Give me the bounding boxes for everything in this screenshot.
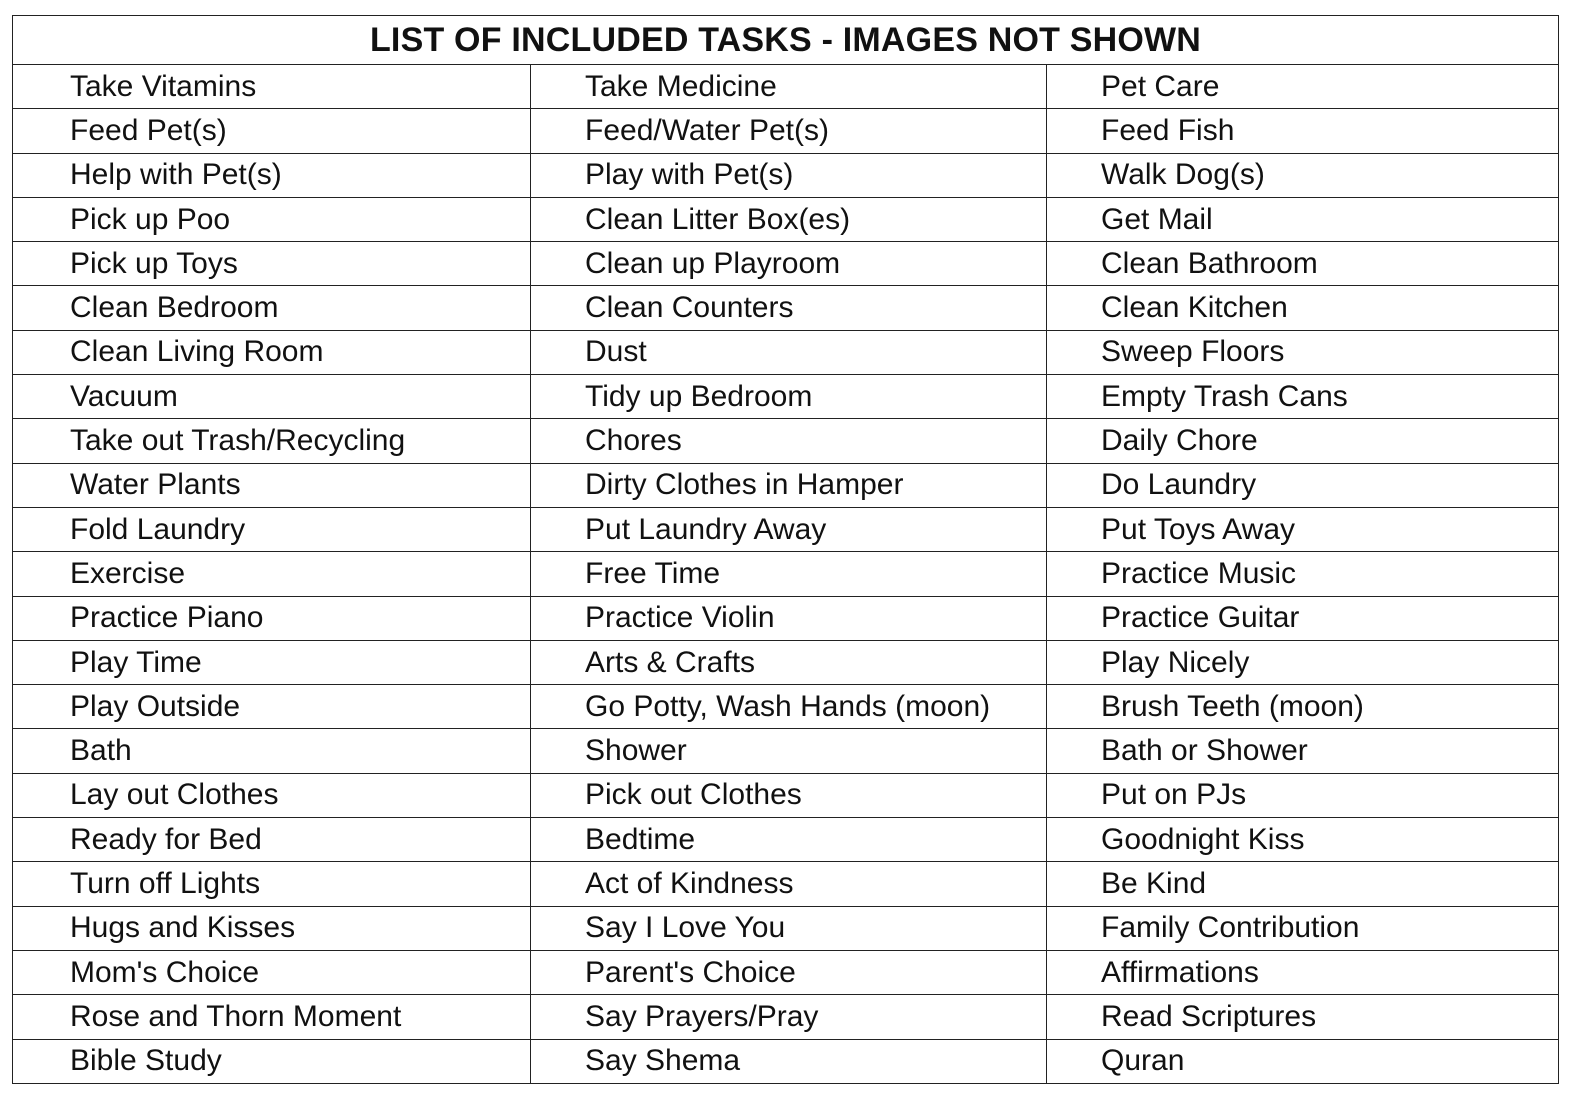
task-cell: Bath	[13, 729, 531, 773]
table-row	[13, 773, 1559, 817]
task-cell: Play Time	[13, 640, 531, 684]
task-cell: Chores	[531, 419, 1047, 463]
task-cell: Dirty Clothes in Hamper	[531, 463, 1047, 507]
task-cell: Rose and Thorn Moment	[13, 995, 531, 1039]
table-row	[13, 950, 1559, 994]
task-list-table	[12, 15, 1559, 1084]
task-cell: Play Outside	[13, 685, 531, 729]
task-cell: Parent's Choice	[531, 950, 1047, 994]
task-cell: Put Toys Away	[1047, 507, 1559, 551]
task-cell: Walk Dog(s)	[1047, 153, 1559, 197]
table-row	[13, 818, 1559, 862]
table-row	[13, 286, 1559, 330]
task-cell: Ready for Bed	[13, 818, 531, 862]
task-cell: Exercise	[13, 552, 531, 596]
task-cell: Take out Trash/Recycling	[13, 419, 531, 463]
task-cell: Clean Counters	[531, 286, 1047, 330]
task-cell: Play Nicely	[1047, 640, 1559, 684]
task-cell: Clean Bedroom	[13, 286, 531, 330]
table-row	[13, 729, 1559, 773]
task-cell: Water Plants	[13, 463, 531, 507]
task-cell: Free Time	[531, 552, 1047, 596]
table-row	[13, 375, 1559, 419]
task-cell: Clean Litter Box(es)	[531, 197, 1047, 241]
table-row	[13, 65, 1559, 109]
table-row	[13, 463, 1559, 507]
table-title: LIST OF INCLUDED TASKS - IMAGES NOT SHOWN	[13, 16, 1559, 65]
title-row	[13, 16, 1559, 65]
task-cell: Family Contribution	[1047, 906, 1559, 950]
task-cell: Do Laundry	[1047, 463, 1559, 507]
table-row	[13, 197, 1559, 241]
task-cell: Tidy up Bedroom	[531, 375, 1047, 419]
table-row	[13, 507, 1559, 551]
task-cell: Feed Pet(s)	[13, 109, 531, 153]
task-cell: Clean Living Room	[13, 330, 531, 374]
task-cell: Vacuum	[13, 375, 531, 419]
task-cell: Fold Laundry	[13, 507, 531, 551]
table-row	[13, 862, 1559, 906]
task-cell: Go Potty, Wash Hands (moon)	[531, 685, 1047, 729]
task-cell: Be Kind	[1047, 862, 1559, 906]
task-cell: Put on PJs	[1047, 773, 1559, 817]
task-cell: Pet Care	[1047, 65, 1559, 109]
task-cell: Practice Guitar	[1047, 596, 1559, 640]
task-cell: Clean Kitchen	[1047, 286, 1559, 330]
task-cell: Say Prayers/Pray	[531, 995, 1047, 1039]
task-cell: Take Vitamins	[13, 65, 531, 109]
task-cell: Daily Chore	[1047, 419, 1559, 463]
task-cell: Affirmations	[1047, 950, 1559, 994]
task-cell: Turn off Lights	[13, 862, 531, 906]
table-row	[13, 685, 1559, 729]
task-cell: Quran	[1047, 1039, 1559, 1083]
task-cell: Hugs and Kisses	[13, 906, 531, 950]
task-cell: Feed Fish	[1047, 109, 1559, 153]
task-cell: Brush Teeth (moon)	[1047, 685, 1559, 729]
table-row	[13, 906, 1559, 950]
task-cell: Practice Piano	[13, 596, 531, 640]
task-cell: Help with Pet(s)	[13, 153, 531, 197]
task-cell: Practice Music	[1047, 552, 1559, 596]
task-cell: Act of Kindness	[531, 862, 1047, 906]
task-cell: Take Medicine	[531, 65, 1047, 109]
task-cell: Get Mail	[1047, 197, 1559, 241]
table-row	[13, 419, 1559, 463]
task-cell: Feed/Water Pet(s)	[531, 109, 1047, 153]
table-row	[13, 596, 1559, 640]
task-cell: Mom's Choice	[13, 950, 531, 994]
task-cell: Goodnight Kiss	[1047, 818, 1559, 862]
task-cell: Read Scriptures	[1047, 995, 1559, 1039]
task-cell: Bible Study	[13, 1039, 531, 1083]
task-rows	[13, 65, 1559, 1084]
task-cell: Clean up Playroom	[531, 242, 1047, 286]
task-cell: Pick out Clothes	[531, 773, 1047, 817]
task-cell: Arts & Crafts	[531, 640, 1047, 684]
table-row	[13, 330, 1559, 374]
task-cell: Say Shema	[531, 1039, 1047, 1083]
table-row	[13, 552, 1559, 596]
table-row	[13, 109, 1559, 153]
task-cell: Practice Violin	[531, 596, 1047, 640]
table-row	[13, 640, 1559, 684]
task-cell: Clean Bathroom	[1047, 242, 1559, 286]
task-cell: Say I Love You	[531, 906, 1047, 950]
task-cell: Pick up Toys	[13, 242, 531, 286]
task-cell: Empty Trash Cans	[1047, 375, 1559, 419]
task-cell: Lay out Clothes	[13, 773, 531, 817]
task-cell: Play with Pet(s)	[531, 153, 1047, 197]
table-row	[13, 153, 1559, 197]
table-row	[13, 1039, 1559, 1083]
task-cell: Bedtime	[531, 818, 1047, 862]
task-cell: Bath or Shower	[1047, 729, 1559, 773]
task-cell: Shower	[531, 729, 1047, 773]
table-row	[13, 242, 1559, 286]
task-cell: Put Laundry Away	[531, 507, 1047, 551]
task-cell: Pick up Poo	[13, 197, 531, 241]
task-cell: Dust	[531, 330, 1047, 374]
table-row	[13, 995, 1559, 1039]
task-cell: Sweep Floors	[1047, 330, 1559, 374]
